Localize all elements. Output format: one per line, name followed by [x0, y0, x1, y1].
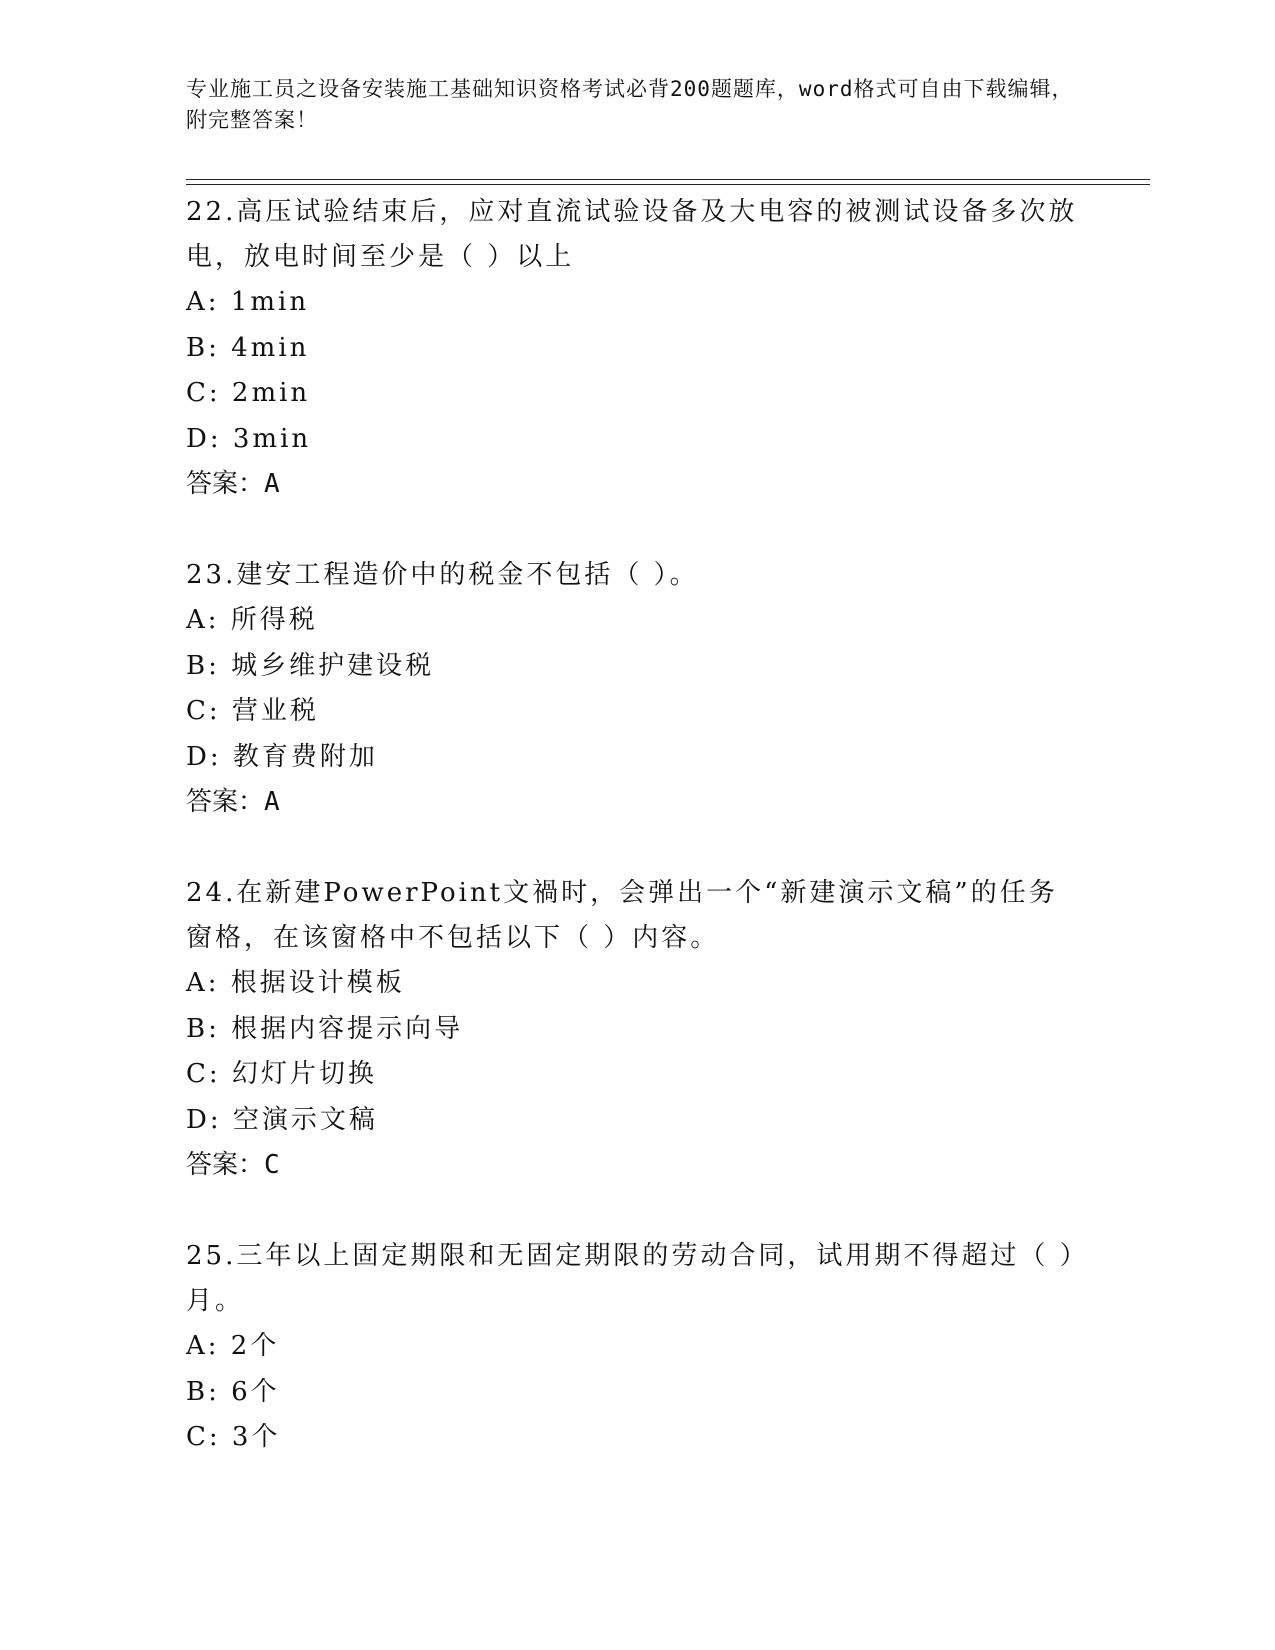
answer: 答案：A [186, 469, 280, 499]
question-list [186, 190, 1086, 1507]
header-rule-top [186, 179, 1150, 180]
option-a: A: 所得税 [186, 605, 318, 635]
option-c: C: 营业税 [186, 696, 319, 726]
option-b: B: 4min [186, 332, 310, 363]
question-23 [186, 553, 1086, 825]
header-rule-bottom [186, 184, 1150, 185]
question-22 [186, 190, 1086, 507]
answer: 答案：A [186, 787, 280, 817]
option-c: C: 2min [186, 378, 311, 408]
option-d: D: 3min [186, 423, 312, 454]
document-header: 专业施工员之设备安装施工基础知识资格考试必背200题题库，word格式可自由下载编辑，附完整答案！ [186, 77, 1074, 132]
option-a: A: 2个 [186, 1331, 280, 1361]
answer: 答案：C [186, 1150, 280, 1180]
question-24 [186, 871, 1086, 1188]
question-stem: 22.高压试验结束后，应对直流试验设备及大电容的被测试设备多次放电，放电时间至少是（ ）以上 [186, 197, 1078, 272]
question-25 [186, 1234, 1086, 1461]
option-d: D: 空演示文稿 [186, 1104, 378, 1135]
option-b: B: 城乡维护建设税 [186, 650, 435, 681]
question-stem: 23.建安工程造价中的税金不包括（ ）。 [186, 560, 699, 590]
option-b: B: 根据内容提示向导 [186, 1013, 464, 1044]
option-a: A: 1min [186, 287, 310, 317]
option-d: D: 教育费附加 [186, 741, 378, 772]
option-c: C: 幻灯片切换 [186, 1059, 377, 1089]
option-c: C: 3个 [186, 1422, 281, 1452]
question-stem: 24.在新建PowerPoint文禍时，会弹出一个“新建演示文稿”的任务窗格，在该窗格中不包括以下（ ）内容。 [186, 878, 1058, 953]
option-b: B: 6个 [186, 1376, 280, 1407]
option-a: A: 根据设计模板 [186, 968, 405, 998]
question-stem: 25.三年以上固定期限和无固定期限的劳动合同，试用期不得超过（ ）月。 [186, 1241, 1076, 1316]
